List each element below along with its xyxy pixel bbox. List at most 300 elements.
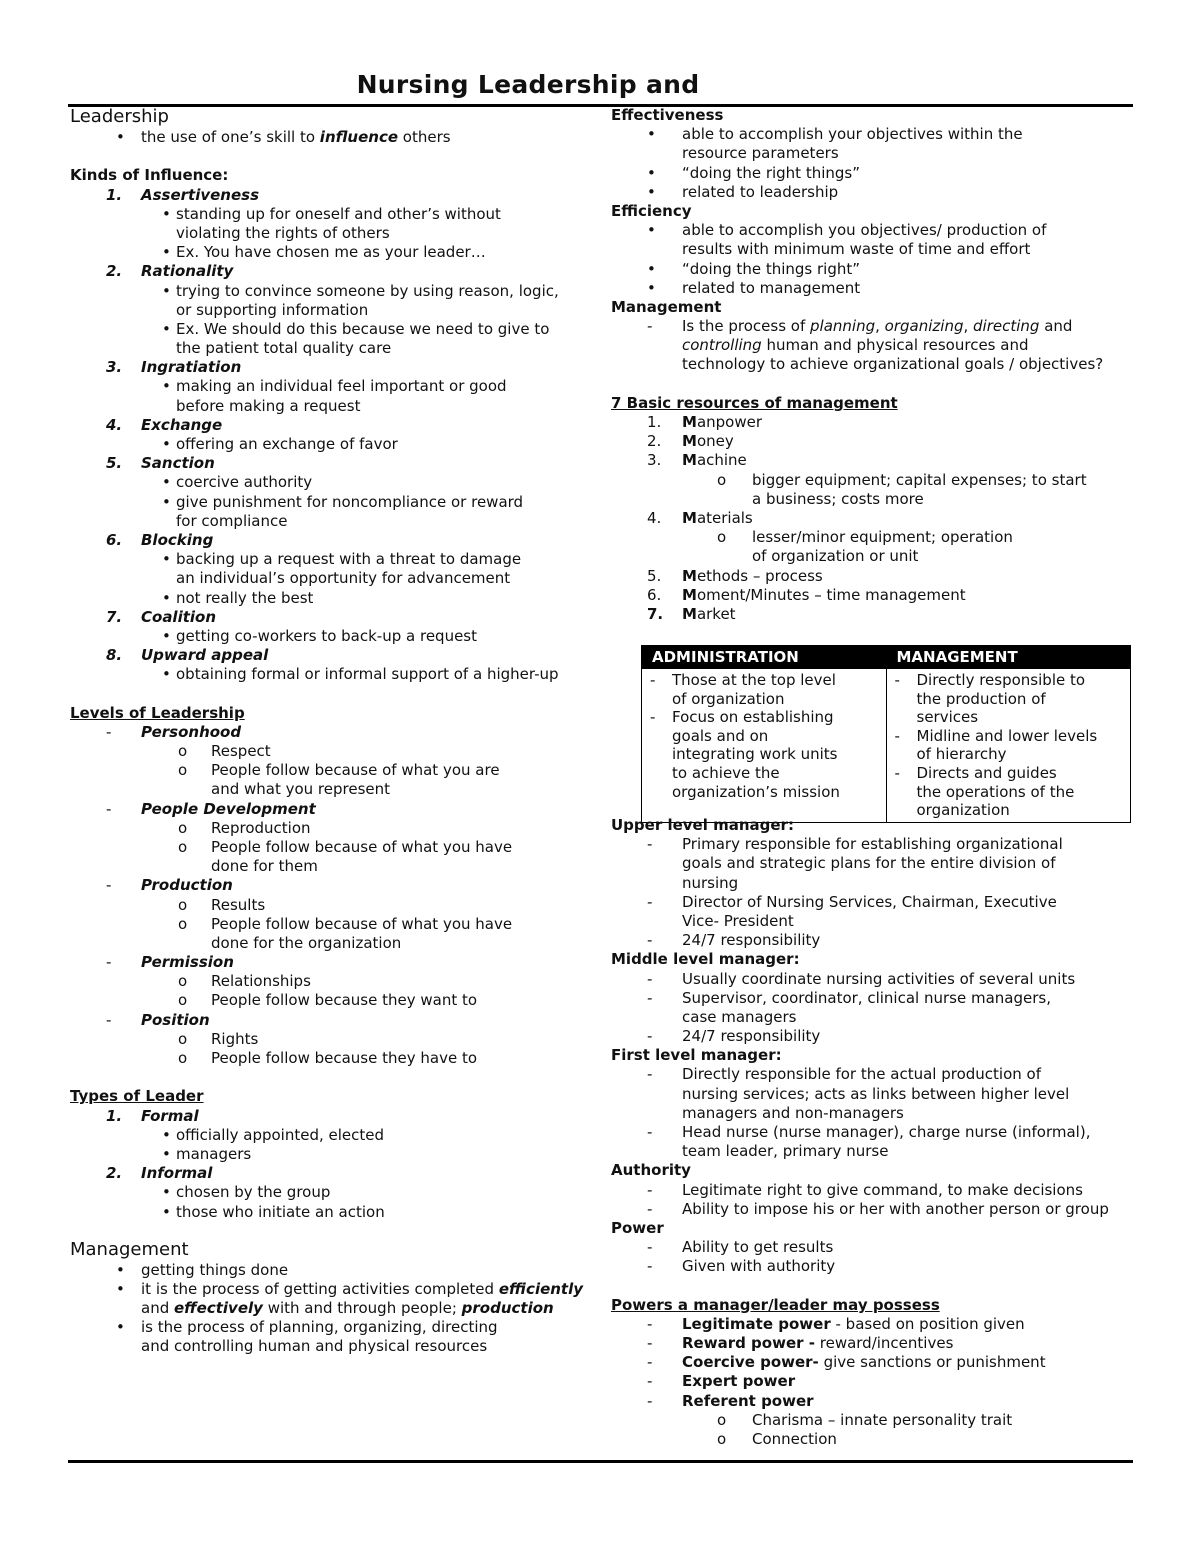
right-column: Effectiveness • able to accomplish your objectives within the resource parameters • “doing the right things” • related to leadership Efficiency • able to accomplish you objectives/ production of results with minimum waste of time and effort • “doing the things right” • related to management Management - Is the process of planning, organizing, directing and controlling human and physical resources and technology to achieve organizational goals / objectives? 7 Basic resources of management 1. Manpower 2. Money 3. Machine o bigger equipment; capital expenses; to start a business; costs more 4. Materials o lesser/minor equipment; operation of organization or unit 5. Methods – process 6. Moment/Minutes – time management 7. Market — [611, 106, 1136, 624]
circle-bullet-icon: o — [178, 972, 188, 991]
kind-number: 4. — [106, 415, 123, 434]
list-item — [70, 435, 595, 454]
bullet-icon: • — [647, 278, 656, 297]
resource-rest: arket — [696, 604, 736, 623]
table-cell-line — [646, 764, 880, 783]
kind-name: Sanction — [141, 454, 215, 473]
list-text: managers and non-managers — [682, 1103, 904, 1122]
upper-list — [611, 835, 1136, 950]
resource-number: 3. — [647, 451, 662, 470]
list-text: Relationships — [211, 972, 311, 991]
admin-management-table — [641, 645, 1131, 823]
list-item — [70, 550, 595, 569]
resource-item — [611, 605, 1136, 624]
dash-marker — [646, 690, 672, 709]
table-cell-line — [891, 671, 1125, 690]
power-name: Coercive power- — [682, 1353, 819, 1372]
list-item: • is the process of planning, organizing, directing — [116, 1318, 498, 1337]
circle-bullet-icon: o — [178, 818, 188, 837]
cell-text: to achieve the — [672, 763, 780, 782]
list-item — [611, 893, 1136, 912]
dash-marker: - — [647, 1123, 653, 1141]
kinds-list — [70, 186, 595, 685]
dash-marker — [891, 783, 917, 802]
level-title — [70, 876, 595, 895]
dash-marker: - — [647, 1199, 653, 1218]
list-item — [70, 397, 595, 416]
resource-letter: M — [682, 585, 697, 604]
list-text: Rights — [211, 1029, 259, 1048]
list-text: Directly responsible for the actual production of — [682, 1065, 1041, 1084]
kind-title — [70, 454, 595, 473]
circle-bullet-icon: o — [717, 1430, 727, 1448]
list-text: Ex. We should do this because we need to give to — [176, 319, 550, 338]
circle-bullet-icon: o — [178, 1029, 188, 1048]
list-item — [70, 1203, 595, 1222]
circle-bullet-icon: o — [178, 837, 188, 856]
list-item — [611, 970, 1136, 989]
resource-letter: M — [682, 451, 697, 470]
bullet-icon: • — [647, 163, 656, 182]
power-name: Legitimate power — [682, 1314, 831, 1333]
dash-marker: - — [894, 726, 900, 745]
list-item — [611, 931, 1136, 950]
dash-marker — [646, 727, 672, 746]
list-text: Charisma – innate personality trait — [752, 1410, 1013, 1429]
list-text: chosen by the group — [176, 1183, 331, 1202]
bullet-icon: • — [116, 128, 125, 146]
list-text: getting co-workers to back-up a request — [176, 626, 477, 645]
level-name: People Development — [141, 799, 316, 818]
list-text: done for them — [211, 857, 318, 876]
resource-text — [682, 413, 762, 432]
list-text: Connection — [752, 1430, 837, 1448]
effectiveness-heading: Effectiveness — [611, 106, 724, 124]
upper-heading: Upper level manager: — [611, 816, 794, 834]
resource-text — [682, 586, 966, 605]
list-item: • getting things done — [116, 1260, 289, 1279]
list-text: those who initiate an action — [176, 1202, 385, 1221]
list-item: and controlling human and physical resources — [141, 1337, 488, 1356]
bullet-icon: • — [162, 550, 171, 569]
resource-rest: ethods – process — [696, 566, 823, 585]
cell-text: Directs and guides — [916, 763, 1057, 782]
left-column — [70, 106, 595, 1357]
cell-text: integrating work units — [672, 745, 838, 764]
kind-name: Ingratiation — [141, 358, 242, 377]
power-item — [611, 1315, 1136, 1334]
circle-bullet-icon: o — [178, 1049, 188, 1067]
list-text: an individual’s opportunity for advancement — [176, 569, 511, 588]
list-text: managers — [176, 1144, 252, 1163]
list-item — [611, 490, 1136, 509]
list-text: lesser/minor equipment; operation — [752, 528, 1013, 547]
list-item — [70, 934, 595, 953]
levels-heading: Levels of Leadership — [70, 703, 245, 722]
power-item — [611, 1353, 1136, 1372]
bullet-icon: • — [162, 1125, 171, 1144]
power-text — [682, 1315, 1025, 1334]
dash-marker: - — [647, 835, 653, 854]
list-text: Reproduction — [211, 818, 311, 837]
resource-number: 5. — [647, 566, 662, 585]
efficiency-heading: Efficiency — [611, 201, 692, 220]
list-item — [611, 854, 1136, 873]
kind-number: 1. — [106, 185, 123, 204]
resource-item — [611, 586, 1136, 605]
list-item — [611, 1257, 1136, 1276]
dash-marker: - — [647, 1238, 653, 1257]
bullet-icon: • — [162, 1144, 171, 1163]
list-item — [611, 164, 1136, 183]
list-item — [611, 1142, 1136, 1161]
table-header-management: MANAGEMENT — [886, 646, 1131, 669]
kind-name: Upward appeal — [141, 646, 269, 665]
list-item — [611, 1123, 1136, 1142]
dash-marker: - — [647, 1257, 653, 1276]
dash-marker — [646, 764, 672, 783]
list-item — [70, 320, 595, 339]
list-item — [611, 1085, 1136, 1104]
resource-item — [611, 509, 1136, 528]
list-text: the patient total quality care — [176, 339, 392, 358]
list-item — [611, 528, 1136, 547]
list-text: People follow because of what you have — [211, 837, 513, 856]
bullet-icon: • — [162, 319, 171, 338]
dash-marker: - — [106, 876, 112, 895]
level-title — [70, 953, 595, 972]
resource-number: 7. — [647, 604, 664, 623]
list-item: • it is the process of getting activities completed efficiently — [116, 1279, 584, 1298]
list-item — [70, 819, 595, 838]
list-item — [70, 377, 595, 396]
dash-marker: - — [647, 1314, 653, 1333]
kind-name: Rationality — [141, 262, 234, 281]
list-text: Usually coordinate nursing activities of several units — [682, 969, 1076, 988]
list-text: team leader, primary nurse — [682, 1142, 889, 1161]
dash-marker: - — [106, 953, 112, 972]
list-item — [70, 1049, 595, 1068]
dash-marker: - — [647, 1391, 653, 1410]
cell-text: the production of — [916, 689, 1046, 708]
dash-marker: - — [106, 799, 112, 818]
bullet-icon: • — [162, 473, 171, 492]
list-item — [611, 912, 1136, 931]
resource-rest: aterials — [696, 508, 753, 527]
resource-item — [611, 413, 1136, 432]
list-item — [70, 301, 595, 320]
resource-number: 4. — [647, 508, 662, 527]
list-text: standing up for oneself and other’s without — [176, 204, 501, 223]
resource-number: 2. — [647, 432, 662, 451]
resources-list — [611, 413, 1136, 624]
list-item: - Is the process of planning, organizing, directing and — [647, 317, 1073, 336]
dash-marker: - — [894, 671, 900, 689]
kind-number: 3. — [106, 358, 123, 377]
first-list — [611, 1065, 1136, 1161]
power-item — [611, 1334, 1136, 1353]
kind-title — [70, 186, 595, 205]
type-title — [70, 1164, 595, 1183]
list-text: People follow because of what you have — [211, 914, 513, 933]
type-number: 2. — [106, 1164, 123, 1183]
kind-name: Exchange — [141, 415, 223, 434]
table-cell-line — [891, 727, 1125, 746]
list-item — [611, 874, 1136, 893]
list-item: and effectively with and through people; production — [141, 1299, 554, 1318]
list-item — [70, 339, 595, 358]
table-cell-line — [646, 708, 880, 727]
list-text: Ex. You have chosen me as your leader… — [176, 243, 486, 262]
list-text: and what you represent — [211, 780, 391, 799]
table-cell-line — [891, 690, 1125, 709]
resource-item — [611, 567, 1136, 586]
type-title — [70, 1107, 595, 1126]
list-text: 24/7 responsibility — [682, 931, 821, 950]
list-text: not really the best — [176, 588, 314, 607]
levels-list — [70, 723, 595, 1068]
dash-marker: - — [650, 708, 656, 727]
list-text: coercive authority — [176, 473, 313, 492]
list-item — [611, 1430, 1136, 1449]
cell-text: Those at the top level — [672, 671, 836, 689]
list-text: bigger equipment; capital expenses; to start — [752, 470, 1087, 489]
list-item — [70, 991, 595, 1010]
list-item — [70, 493, 595, 512]
kind-number: 5. — [106, 454, 123, 473]
power-item — [611, 1392, 1136, 1411]
first-heading: First level manager: — [611, 1046, 782, 1065]
list-item — [70, 1030, 595, 1049]
power-rest: reward/incentives — [814, 1334, 954, 1353]
list-text: “doing the right things” — [682, 163, 861, 182]
bottom-rule — [68, 1460, 1133, 1463]
dash-marker: - — [647, 1180, 653, 1199]
list-text: Respect — [211, 742, 271, 760]
bullet-icon: • — [116, 1318, 125, 1337]
list-item — [70, 205, 595, 224]
table-cell-line — [891, 764, 1125, 783]
list-item — [611, 183, 1136, 202]
list-item — [611, 1104, 1136, 1123]
type-number: 1. — [106, 1106, 123, 1125]
list-text: resource parameters — [682, 144, 839, 163]
bullet-icon: • — [647, 259, 656, 278]
bullet-icon: • — [162, 665, 171, 684]
leadership-definition: • the use of one’s skill to influence others — [116, 128, 451, 146]
list-item — [611, 471, 1136, 490]
list-text: offering an exchange of favor — [176, 435, 398, 453]
bullet-icon: • — [647, 221, 656, 240]
resource-item — [611, 451, 1136, 470]
kind-name: Assertiveness — [141, 185, 260, 204]
dash-marker: - — [647, 892, 653, 911]
cell-text: the operations of the — [916, 782, 1075, 801]
list-item — [611, 1238, 1136, 1257]
authority-heading: Authority — [611, 1161, 691, 1180]
kind-number: 7. — [106, 607, 123, 626]
dash-marker — [646, 783, 672, 802]
power-rest: - based on position given — [830, 1314, 1025, 1333]
dash-marker — [891, 690, 917, 709]
dash-marker: - — [647, 988, 653, 1007]
list-text: making an individual feel important or good — [176, 377, 507, 396]
list-item — [70, 857, 595, 876]
list-item — [70, 282, 595, 301]
list-item — [611, 835, 1136, 854]
list-item — [611, 1181, 1136, 1200]
power-name: Expert power — [682, 1372, 796, 1391]
circle-bullet-icon: o — [178, 895, 188, 914]
list-text: Primary responsible for establishing organizational — [682, 835, 1063, 854]
kind-title — [70, 531, 595, 550]
types-list — [70, 1107, 595, 1222]
circle-bullet-icon: o — [717, 528, 727, 547]
circle-bullet-icon: o — [178, 991, 188, 1010]
list-item — [70, 473, 595, 492]
efficiency-list — [611, 221, 1136, 298]
cell-text: of hierarchy — [916, 745, 1007, 764]
resource-number: 6. — [647, 585, 662, 604]
powers-list — [611, 1315, 1136, 1449]
circle-bullet-icon: o — [178, 742, 188, 760]
resource-letter: M — [682, 413, 697, 431]
bullet-icon: • — [162, 243, 171, 262]
dash-marker: - — [106, 722, 112, 741]
list-item — [611, 221, 1136, 240]
list-text: done for the organization — [211, 933, 402, 952]
circle-bullet-icon: o — [717, 470, 727, 489]
list-item — [611, 1065, 1136, 1084]
list-text: Given with authority — [682, 1257, 836, 1276]
list-text: a business; costs more — [752, 489, 924, 508]
kind-number: 2. — [106, 262, 123, 281]
bullet-icon: • — [162, 492, 171, 511]
list-text: Legitimate right to give command, to make decisions — [682, 1180, 1083, 1199]
list-text: trying to convince someone by using reason, logic, — [176, 281, 559, 300]
bullet-icon: • — [116, 1279, 125, 1298]
list-text: Vice- President — [682, 911, 794, 930]
kind-title — [70, 646, 595, 665]
kind-name: Coalition — [141, 607, 217, 626]
power-text — [682, 1353, 1046, 1372]
kind-number: 8. — [106, 646, 123, 665]
resource-text — [682, 605, 736, 624]
level-name: Personhood — [141, 722, 242, 741]
table-cell-line — [646, 727, 880, 746]
cell-text: organization’s mission — [672, 782, 840, 801]
list-text: violating the rights of others — [176, 223, 390, 242]
dash-marker: - — [647, 1372, 653, 1391]
dash-marker — [646, 745, 672, 764]
administration-cell — [642, 669, 887, 823]
cell-text: of organization — [672, 689, 785, 708]
list-text: case managers — [682, 1007, 797, 1026]
right-column-lower — [611, 816, 1136, 1449]
resource-text — [682, 567, 823, 586]
level-title — [70, 800, 595, 819]
resource-text — [682, 451, 747, 470]
bullet-icon: • — [162, 1183, 171, 1202]
list-item — [70, 761, 595, 780]
types-heading: Types of Leader — [70, 1087, 204, 1106]
list-item — [611, 260, 1136, 279]
dash-marker: - — [647, 1334, 653, 1353]
list-item — [611, 1411, 1136, 1430]
dash-marker: - — [647, 969, 653, 988]
power-name: Reward power - — [682, 1334, 815, 1353]
kinds-heading: Kinds of Influence: — [70, 166, 229, 185]
bullet-icon: • — [162, 377, 171, 396]
bullet-icon: • — [162, 204, 171, 223]
level-name: Position — [141, 1010, 210, 1029]
table-cell-line — [891, 783, 1125, 802]
dash-marker: - — [647, 931, 653, 950]
dash-marker: - — [106, 1010, 112, 1029]
list-item — [611, 279, 1136, 298]
table-cell-line — [646, 690, 880, 709]
list-item — [70, 915, 595, 934]
table-cell-line — [646, 783, 880, 802]
list-item — [611, 240, 1136, 259]
dash-marker — [891, 708, 917, 727]
kind-name: Blocking — [141, 530, 214, 549]
list-item — [611, 1027, 1136, 1046]
list-text: “doing the things right” — [682, 259, 861, 278]
circle-bullet-icon: o — [717, 1410, 727, 1429]
powers-heading: Powers a manager/leader may possess — [611, 1295, 940, 1314]
dash-marker: - — [894, 763, 900, 782]
dash-marker: - — [647, 1353, 653, 1372]
resource-letter: M — [682, 604, 697, 623]
kind-title — [70, 416, 595, 435]
resource-rest: anpower — [696, 413, 762, 431]
list-item — [70, 972, 595, 991]
list-text: before making a request — [176, 396, 361, 415]
list-text: nursing services; acts as links between higher level — [682, 1084, 1070, 1103]
resource-rest: achine — [696, 451, 747, 470]
table-cell-line — [646, 745, 880, 764]
list-item — [70, 1183, 595, 1202]
list-text: Head nurse (nurse manager), charge nurse (informal), — [682, 1123, 1091, 1141]
list-text: of organization or unit — [752, 547, 919, 566]
power-item — [611, 1372, 1136, 1391]
cell-text: Midline and lower levels — [916, 726, 1098, 745]
list-text: officially appointed, elected — [176, 1125, 385, 1144]
list-text: related to leadership — [682, 182, 839, 201]
page-title: Nursing Leadership and — [356, 70, 700, 99]
bullet-icon: • — [162, 1202, 171, 1221]
level-name: Permission — [141, 953, 234, 972]
list-item — [70, 780, 595, 799]
list-text: 24/7 responsibility — [682, 1027, 821, 1046]
cell-text: services — [916, 708, 979, 727]
middle-list — [611, 970, 1136, 1047]
list-text: or supporting information — [176, 300, 369, 319]
power-name: Referent power — [682, 1391, 814, 1410]
resource-letter: M — [682, 508, 697, 527]
list-item — [70, 896, 595, 915]
bullet-icon: • — [162, 588, 171, 607]
table-cell-line — [646, 671, 880, 690]
list-text: Supervisor, coordinator, clinical nurse managers, — [682, 988, 1051, 1007]
list-item — [70, 1126, 595, 1145]
list-item — [70, 627, 595, 646]
circle-bullet-icon: o — [178, 914, 188, 933]
list-item — [70, 512, 595, 531]
cell-text: organization — [916, 801, 1010, 820]
list-item — [70, 742, 595, 761]
